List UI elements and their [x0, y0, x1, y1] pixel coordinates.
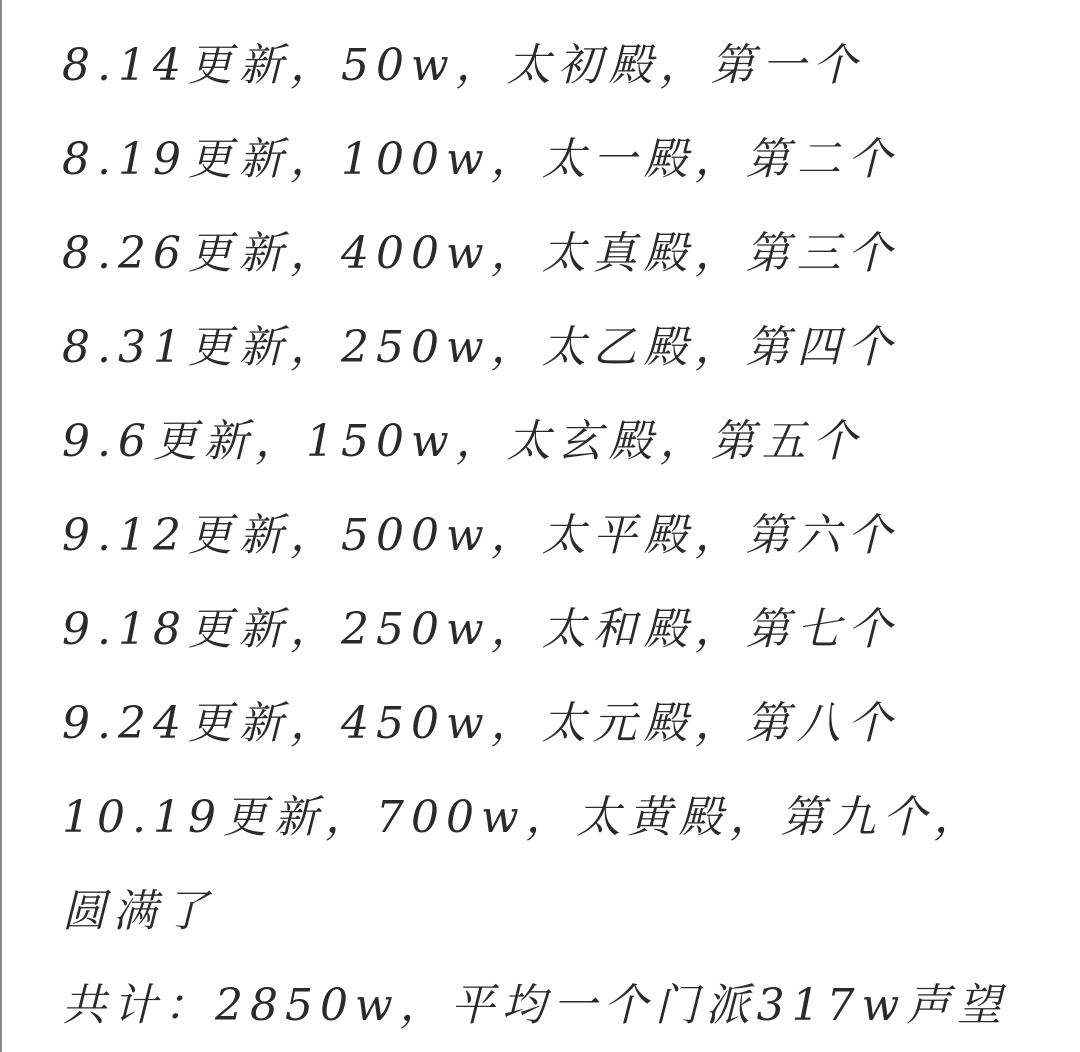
note-line: 9.24更新，450w，太元殿，第八个 [62, 698, 899, 749]
note-line: 8.31更新，250w，太乙殿，第四个 [62, 322, 899, 373]
note-line: 9.12更新，500w，太平殿，第六个 [62, 510, 899, 561]
note-line: 8.14更新，50w，太初殿，第一个 [62, 40, 864, 91]
left-border-line [0, 0, 2, 1052]
note-text-block [62, 36, 1062, 1052]
note-line: 10.19更新，700w，太黄殿，第九个， [62, 792, 985, 843]
note-line: 圆满了 [62, 886, 215, 937]
note-total-line: 共计：2850w，平均一个门派317w声望 [62, 980, 1009, 1031]
note-line: 9.6更新，150w，太玄殿，第五个 [62, 416, 864, 467]
note-line: 8.19更新，100w，太一殿，第二个 [62, 134, 899, 185]
note-line: 8.26更新，400w，太真殿，第三个 [62, 228, 899, 279]
note-line: 9.18更新，250w，太和殿，第七个 [62, 604, 899, 655]
